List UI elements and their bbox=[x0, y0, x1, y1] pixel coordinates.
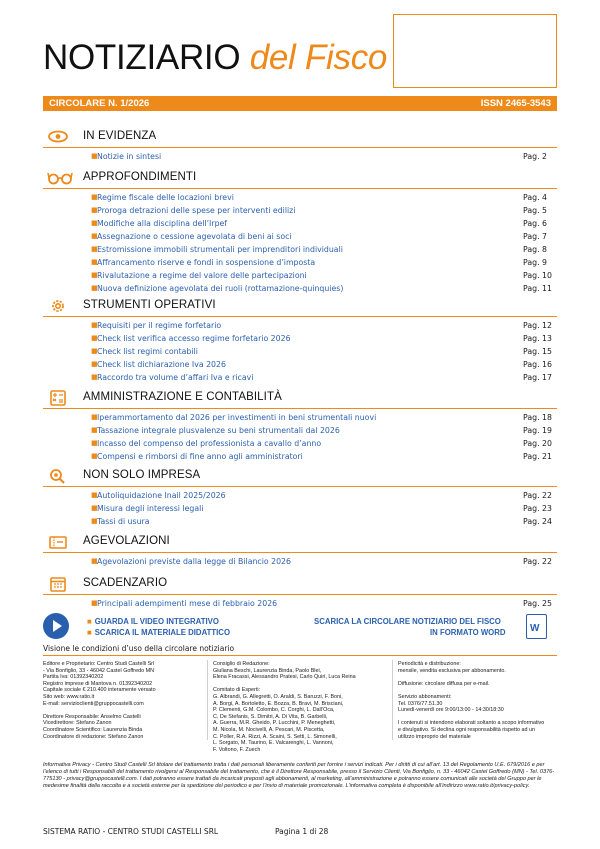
footer-line: Vicedirettore: Stefano Zanon bbox=[43, 720, 112, 727]
privacy-notice: Informativa Privacy - Centro Studi Castelli Srl titolare del trattamento tratta i dati personali liberamente conferiti per fornire i servizi indicati. Per i diritti di cui all’art. 13 del Regolamento U.E. 679/2016 e per l’elenco di tutti i Responsabili del trattamento rivolgersi al Responsabile del trattamento, che è il Direttore Responsabile, presso il Servizio Clienti, Via Bonfiglio, n. 33 - 46042 Castel Goffredo (MN) - Tel. 0376-775130 - privacy@gruppocastelli.com. I dati potranno essere trattati da incaricati preposti agli abbonamenti, al marketing, all’amministrazione e potranno essere comunicati alle società del Gruppo per le medesime finalità della raccolta e a società esterne per la spedizione del periodico e per l’invio di materiale promozionale. L’informativa completa è disponibile all’indirizzo www.ratio.it/privacy-policy. bbox=[43, 762, 555, 789]
toc-entry-title[interactable]: Nuova definizione agevolata dei ruoli (rottamazione-quinquies) bbox=[97, 284, 344, 293]
toc-entry-page: Pag. 19 bbox=[523, 426, 552, 435]
title-main: NOTIZIARIO bbox=[43, 38, 250, 77]
toc-entry[interactable] bbox=[43, 282, 557, 295]
toc-entry-title[interactable]: Iperammortamento dal 2026 per investimenti in beni strumentali nuovi bbox=[97, 413, 377, 422]
section-header bbox=[43, 466, 557, 487]
footer-line: A. Borgi, A. Bortoletto, E. Bozza, B. Bravi, M. Brisciani, bbox=[213, 700, 344, 707]
materiale-link-label: SCARICA IL MATERIALE DIDATTICO bbox=[94, 628, 231, 637]
toc-entry-page: Pag. 22 bbox=[523, 491, 552, 500]
circolare-number: CIRCOLARE N. 1/2026 bbox=[49, 98, 150, 109]
section-items bbox=[43, 148, 557, 163]
toc-entry-title[interactable]: Tassazione integrale plusvalenze su beni strumentali dal 2026 bbox=[97, 426, 340, 435]
toc-entry[interactable] bbox=[43, 371, 557, 384]
toc-entry[interactable] bbox=[43, 358, 557, 371]
toc-entry-title[interactable]: Check list verifica accesso regime forfetario 2026 bbox=[97, 334, 291, 343]
bullet-icon: ■ bbox=[91, 284, 98, 292]
section-title: AMMINISTRAZIONE E CONTABILITÀ bbox=[83, 391, 282, 403]
footer-line: Sito web: www.ratio.it bbox=[43, 693, 95, 700]
logo-placeholder bbox=[393, 14, 557, 88]
footer-editorial-board bbox=[213, 661, 388, 753]
section-in-evidenza bbox=[43, 127, 557, 163]
section-strumenti-operativi bbox=[43, 296, 557, 384]
footer-line: Partita Iva: 01392340202 bbox=[43, 674, 104, 681]
toc-entry-page: Pag. 18 bbox=[523, 413, 552, 422]
toc-entry-page: Pag. 17 bbox=[523, 373, 552, 382]
bullet-icon: ■ bbox=[91, 334, 98, 342]
gear-icon bbox=[47, 298, 69, 313]
bullet-icon: ■ bbox=[91, 599, 98, 607]
toc-entry[interactable] bbox=[43, 191, 557, 204]
section-header bbox=[43, 388, 557, 409]
toc-entry-title[interactable]: Affrancamento riserve e fondi in sospensione d’imposta bbox=[97, 258, 316, 267]
toc-entry[interactable] bbox=[43, 502, 557, 515]
footer-line: Elena Fracassi, Alessandro Pratesi, Carlo Quiri, Luca Reina bbox=[213, 674, 356, 681]
calendar-icon bbox=[47, 576, 69, 591]
toc-entry-title[interactable]: Notizie in sintesi bbox=[97, 152, 162, 161]
toc-entry-title[interactable]: Regime fiscale delle locazioni brevi bbox=[97, 193, 234, 202]
bullet-icon: ■ bbox=[91, 245, 98, 253]
footer-line: G. Albrandi, G. Allegretti, O. Araldi, S. Baruzzi, F. Boni, bbox=[213, 693, 343, 700]
bullet-icon: ■ bbox=[91, 219, 98, 227]
toc-entry-title[interactable]: Proroga detrazioni delle spese per interventi edilizi bbox=[97, 206, 296, 215]
footer-line: Periodicità e distribuzione: bbox=[398, 661, 461, 667]
magnifier-icon bbox=[47, 468, 69, 483]
section-title: NON SOLO IMPRESA bbox=[83, 469, 201, 481]
footer-line: A. Guerra, M.R. Gheido, P. Lucchini, P. Meneghetti, bbox=[213, 720, 336, 727]
toc-entry-page: Pag. 21 bbox=[523, 452, 552, 461]
toc-entry[interactable] bbox=[43, 243, 557, 256]
section-title: AGEVOLAZIONI bbox=[83, 535, 170, 547]
toc-entry[interactable] bbox=[43, 230, 557, 243]
bullet-icon: ■ bbox=[91, 271, 98, 279]
toc-entry-title[interactable]: Principali adempimenti mese di febbraio 2026 bbox=[97, 599, 278, 608]
bullet-icon: ■ bbox=[91, 347, 98, 355]
toc-entry-page: Pag. 5 bbox=[523, 206, 547, 215]
toc-entry-page: Pag. 15 bbox=[523, 347, 552, 356]
toc-entry-title[interactable]: Tassi di usura bbox=[97, 517, 150, 526]
toc-entry-title[interactable]: Autoliquidazione Inail 2025/2026 bbox=[97, 491, 226, 500]
footer-line: P. Clementi, G.M. Colombo, C. Corghi, L. Dall’Oca, bbox=[213, 707, 335, 714]
toc-entry-title[interactable]: Estromissione immobili strumentali per imprenditori individuali bbox=[97, 245, 343, 254]
section-header bbox=[43, 532, 557, 553]
section-non-solo-impresa bbox=[43, 466, 557, 528]
footer-line: Direttore Responsabile: Anselmo Castelli bbox=[43, 713, 141, 720]
footer-line: I contenuti si intendono elaborati soltanto a scopo informativo bbox=[398, 720, 545, 727]
toc-entry[interactable] bbox=[43, 515, 557, 528]
toc-entry[interactable] bbox=[43, 332, 557, 345]
bullet-icon: ■ bbox=[91, 439, 98, 447]
footer-publisher-info bbox=[43, 661, 203, 740]
toc-entry-page: Pag. 4 bbox=[523, 193, 547, 202]
footer-line: Servizio abbonamenti: bbox=[398, 693, 452, 700]
section-title: STRUMENTI OPERATIVI bbox=[83, 299, 216, 311]
toc-entry-page: Pag. 10 bbox=[523, 271, 552, 280]
video-link[interactable]: ■ GUARDA IL VIDEO INTEGRATIVO bbox=[87, 617, 219, 626]
section-title: IN EVIDENZA bbox=[83, 130, 157, 142]
toc-entry-title[interactable]: Raccordo tra volume d’affari Iva e ricavi bbox=[97, 373, 254, 382]
toc-entry-title[interactable]: Assegnazione o cessione agevolata di beni ai soci bbox=[97, 232, 292, 241]
footer-distribution-info bbox=[398, 661, 558, 740]
section-items bbox=[43, 595, 557, 610]
bullet-icon: ■ bbox=[91, 557, 98, 565]
issn: ISSN 2465-3543 bbox=[480, 98, 551, 109]
footer-line: L. Sorgato, M. Taurino, E. Valcarenghi, L. Vannoni, bbox=[213, 740, 334, 747]
footer-line: F. Voltono, F. Zuech bbox=[213, 746, 261, 753]
section-items bbox=[43, 553, 557, 568]
footer-line: E-mail: servizioclienti@gruppocastelli.com bbox=[43, 700, 144, 707]
bullet-icon: ■ bbox=[91, 321, 98, 329]
toc-entry[interactable] bbox=[43, 345, 557, 358]
toc-entry[interactable] bbox=[43, 437, 557, 450]
section-title: SCADENZARIO bbox=[83, 577, 168, 589]
bullet-icon: ■ bbox=[91, 491, 98, 499]
page-number: Pagina 1 di 28 bbox=[275, 827, 329, 836]
section-items bbox=[43, 189, 557, 295]
footer-line: Lunedì-venerdì ore 9:00/13:00 - 14:30/18:30 bbox=[398, 707, 504, 714]
toc-entry[interactable] bbox=[43, 597, 557, 610]
toc-entry-page: Pag. 6 bbox=[523, 219, 547, 228]
toc-entry-page: Pag. 22 bbox=[523, 557, 552, 566]
toc-entry-title[interactable]: Compensi e rimborsi di fine anno agli amministratori bbox=[97, 452, 303, 461]
toc-entry-page: Pag. 16 bbox=[523, 360, 552, 369]
footer-company: SISTEMA RATIO - CENTRO STUDI CASTELLI SRL bbox=[43, 827, 219, 836]
bullet-icon: ■ bbox=[91, 517, 98, 525]
section-items bbox=[43, 317, 557, 384]
section-agevolazioni bbox=[43, 532, 557, 568]
toc-entry-page: Pag. 8 bbox=[523, 245, 547, 254]
footer-line: C. De Stefanis, S. Dimitri, A. Di Vita, B. Garbelli, bbox=[213, 713, 328, 720]
toc-entry-title[interactable]: Rivalutazione a regime del valore delle partecipazioni bbox=[97, 271, 307, 280]
bullet-icon: ■ bbox=[91, 193, 98, 201]
page-title bbox=[43, 38, 387, 78]
video-link-label: GUARDA IL VIDEO INTEGRATIVO bbox=[94, 617, 219, 626]
toc-entry[interactable] bbox=[43, 450, 557, 463]
circolare-banner bbox=[43, 96, 557, 111]
toc-entry[interactable] bbox=[43, 555, 557, 568]
footer-line: Diffusione: circolare diffusa per e-mail. bbox=[398, 680, 490, 687]
footer-divider-1 bbox=[207, 660, 208, 740]
bullet-icon: ■ bbox=[91, 452, 98, 460]
section-header bbox=[43, 127, 557, 148]
toc-entry[interactable] bbox=[43, 217, 557, 230]
toc-entry[interactable] bbox=[43, 424, 557, 437]
conditions-link[interactable]: Visione le condizioni d’uso della circolare notiziario bbox=[43, 643, 557, 656]
bullet-icon: ■ bbox=[91, 152, 98, 160]
toc-entry[interactable] bbox=[43, 269, 557, 282]
footer-line bbox=[43, 707, 203, 714]
toc-entry-page: Pag. 25 bbox=[523, 599, 552, 608]
footer-line: Tel. 0376/77.51.30 bbox=[398, 700, 443, 707]
footer-divider-2 bbox=[392, 660, 393, 740]
section-header bbox=[43, 168, 557, 189]
toc-entry-page: Pag. 9 bbox=[523, 258, 547, 267]
section-items bbox=[43, 487, 557, 528]
toc-entry[interactable] bbox=[43, 411, 557, 424]
toc-entry[interactable] bbox=[43, 204, 557, 217]
calculator-icon bbox=[47, 390, 69, 405]
footer-line: e divulgativo. Si declina ogni responsabilità rispetto ad un bbox=[398, 726, 535, 733]
footer-line bbox=[398, 714, 558, 721]
section-scadenzario bbox=[43, 574, 557, 610]
footer-line: Consiglio di Redazione: bbox=[213, 661, 270, 667]
toc-entry-page: Pag. 7 bbox=[523, 232, 547, 241]
footer-line bbox=[213, 681, 388, 688]
glasses-icon bbox=[47, 170, 69, 185]
footer-line: mensile, vendita esclusiva per abbonamento. bbox=[398, 667, 506, 674]
toc-entry[interactable] bbox=[43, 319, 557, 332]
word-icon-letter: W bbox=[530, 623, 540, 634]
word-download-link-line2[interactable]: IN FORMATO WORD bbox=[430, 628, 506, 637]
bullet-icon: ■ bbox=[91, 206, 98, 214]
toc-entry-page: Pag. 2 bbox=[523, 152, 547, 161]
toc-entry-page: Pag. 23 bbox=[523, 504, 552, 513]
toc-entry-page: Pag. 11 bbox=[523, 284, 552, 293]
footer-line: Coordinatore di redazione: Stefano Zanon bbox=[43, 733, 144, 740]
footer-line: Editore e Proprietario: Centro Studi Castelli Srl bbox=[43, 661, 155, 667]
footer-line: utilizzo improprio del materiale bbox=[398, 733, 471, 740]
toc-entry[interactable] bbox=[43, 150, 557, 163]
bullet-icon: ■ bbox=[91, 504, 98, 512]
word-document-icon[interactable] bbox=[526, 614, 547, 639]
eye-icon bbox=[47, 129, 69, 144]
footer-line: M. Nicola, M. Nocivelli, A. Pescari, M. Piscetta, bbox=[213, 726, 325, 733]
toc-entry-page: Pag. 20 bbox=[523, 439, 552, 448]
toc-entry-page: Pag. 24 bbox=[523, 517, 552, 526]
play-video-icon[interactable] bbox=[43, 613, 69, 639]
title-italic: del Fisco bbox=[249, 38, 388, 77]
section-approfondimenti bbox=[43, 168, 557, 295]
toc-entry-title[interactable]: Check list dichiarazione Iva 2026 bbox=[97, 360, 226, 369]
bullet-icon: ■ bbox=[91, 426, 98, 434]
ticket-icon bbox=[47, 534, 69, 549]
footer-line: Comitato di Esperti: bbox=[213, 687, 261, 694]
footer-line bbox=[398, 687, 558, 694]
section-header bbox=[43, 296, 557, 317]
footer-line: Capitale sociale € 210.400 interamente versato bbox=[43, 687, 156, 694]
section-header bbox=[43, 574, 557, 595]
bullet-icon: ■ bbox=[91, 373, 98, 381]
toc-entry-title[interactable]: Requisiti per il regime forfetario bbox=[97, 321, 222, 330]
toc-entry-page: Pag. 12 bbox=[523, 321, 552, 330]
section-items bbox=[43, 409, 557, 463]
word-download-link-line1[interactable]: SCARICA LA CIRCOLARE NOTIZIARIO DEL FISCO bbox=[314, 617, 501, 626]
toc-entry-title[interactable]: Misura degli interessi legali bbox=[97, 504, 204, 513]
section-amministrazione-e-contabilit bbox=[43, 388, 557, 463]
toc-entry[interactable] bbox=[43, 489, 557, 502]
footer-line bbox=[398, 674, 558, 681]
materiale-link[interactable]: ■ SCARICA IL MATERIALE DIDATTICO bbox=[87, 628, 231, 637]
section-title: APPROFONDIMENTI bbox=[83, 171, 197, 183]
toc-entry-page: Pag. 13 bbox=[523, 334, 552, 343]
bullet-icon: ■ bbox=[91, 413, 98, 421]
footer-line: Coordinatore Scientifico: Laurenzia Binda bbox=[43, 726, 143, 733]
footer-line: C. Poller, R.A. Rizzi, A. Scaini, S. Setti, L. Simonelli, bbox=[213, 733, 337, 740]
bullet-icon: ■ bbox=[91, 232, 98, 240]
footer-line: Giuliana Beschi, Laurenzia Binda, Paolo Blei, bbox=[213, 667, 322, 674]
toc-entry-title[interactable]: Check list regimi contabili bbox=[97, 347, 198, 356]
footer-line: - Via Bonfiglio, 33 - 46042 Castel Goffredo MN bbox=[43, 667, 154, 674]
bullet-icon: ■ bbox=[91, 258, 98, 266]
footer-line: Registro imprese di Mantova n. 01392340202 bbox=[43, 680, 153, 687]
toc-entry-title[interactable]: Agevolazioni previste dalla legge di Bilancio 2026 bbox=[97, 557, 291, 566]
toc-entry[interactable] bbox=[43, 256, 557, 269]
toc-entry-title[interactable]: Incasso del compenso del professionista a cavallo d’anno bbox=[97, 439, 322, 448]
toc-entry-title[interactable]: Modifiche alla disciplina dell’Irpef bbox=[97, 219, 228, 228]
bullet-icon: ■ bbox=[91, 360, 98, 368]
